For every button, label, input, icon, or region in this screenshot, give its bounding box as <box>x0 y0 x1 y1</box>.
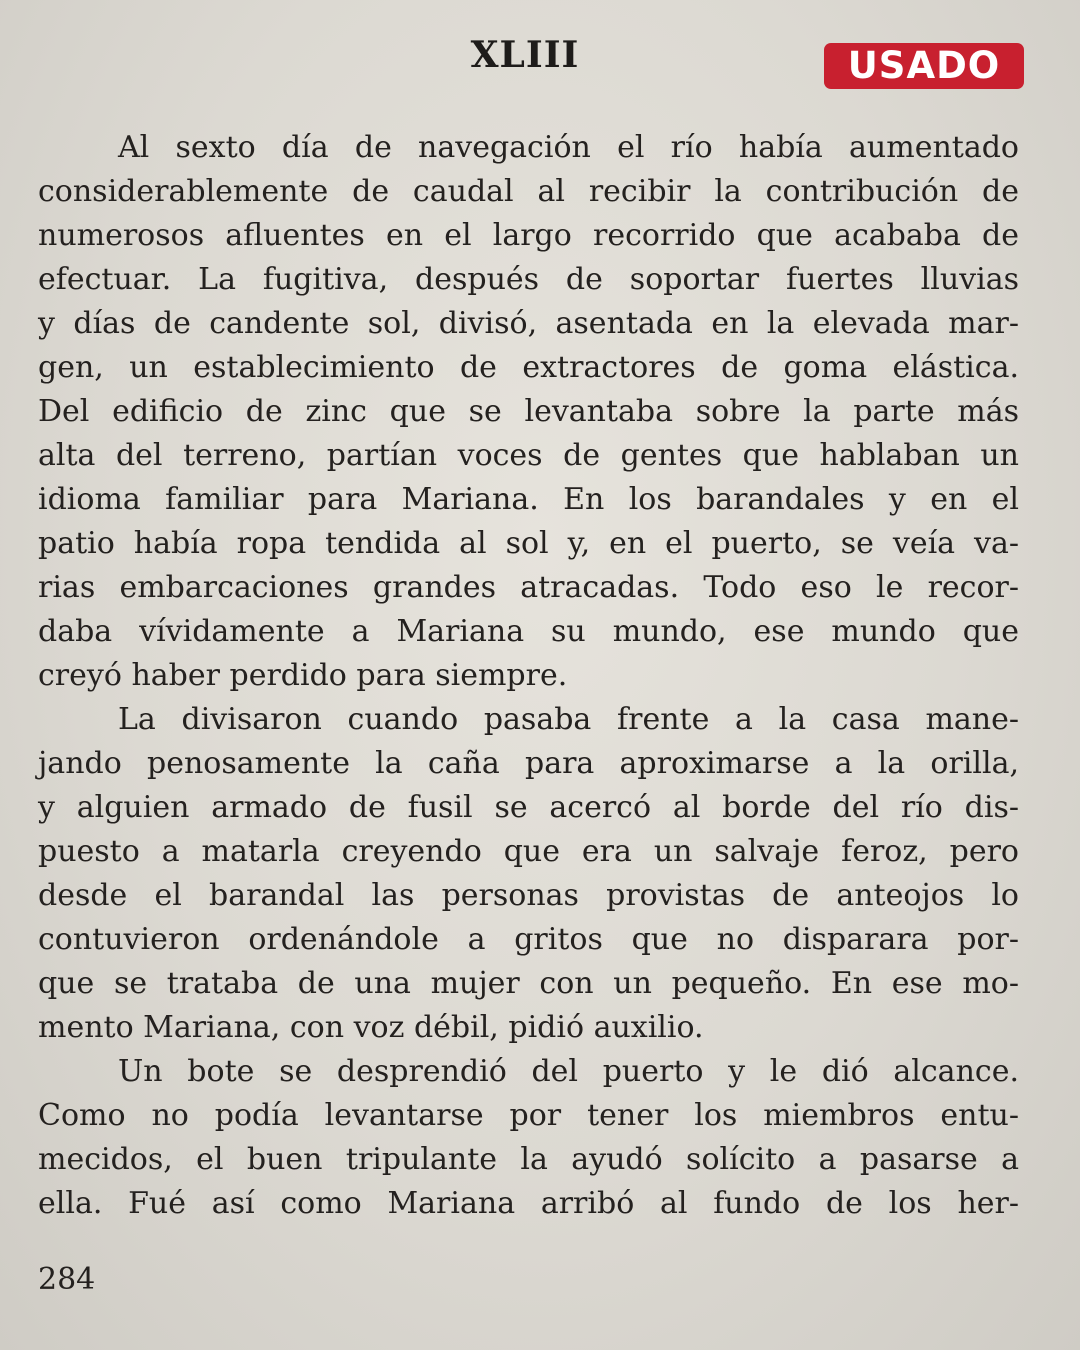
text-line: efectuar. La fugitiva, después de soportar fuertes lluvias <box>38 262 1019 297</box>
text-line: considerablemente de caudal al recibir la contribución de <box>38 174 1019 209</box>
used-badge: USADO <box>824 43 1024 89</box>
text-line: La divisaron cuando pasaba frente a la casa mane- <box>118 702 1019 737</box>
text-line: daba vívidamente a Mariana su mundo, ese mundo que <box>38 614 1019 649</box>
text-line: contuvieron ordenándole a gritos que no disparara por- <box>38 922 1019 957</box>
text-line: Al sexto día de navegación el río había aumentado <box>118 130 1019 165</box>
text-line: Como no podía levantarse por tener los miembros entu- <box>38 1098 1019 1133</box>
text-line: jando penosamente la caña para aproximarse a la orilla, <box>38 746 1019 781</box>
text-line: idioma familiar para Mariana. En los barandales y en el <box>38 482 1019 517</box>
text-line: mecidos, el buen tripulante la ayudó solícito a pasarse a <box>38 1142 1019 1177</box>
text-line: creyó haber perdido para siempre. <box>38 658 568 693</box>
text-line: y alguien armado de fusil se acercó al borde del río dis- <box>38 790 1019 825</box>
text-line: gen, un establecimiento de extractores de goma elástica. <box>38 350 1019 385</box>
text-line: Un bote se desprendió del puerto y le dió alcance. <box>118 1054 1019 1089</box>
page-number: 284 <box>38 1262 96 1297</box>
body-text <box>38 126 1019 1226</box>
text-line: que se trataba de una mujer con un pequeño. En ese mo- <box>38 966 1019 1001</box>
text-line: alta del terreno, partían voces de gentes que hablaban un <box>38 438 1019 473</box>
text-line: puesto a matarla creyendo que era un salvaje feroz, pero <box>38 834 1019 869</box>
text-line: patio había ropa tendida al sol y, en el puerto, se veía va- <box>38 526 1019 561</box>
text-line: mento Mariana, con voz débil, pidió auxilio. <box>38 1010 704 1045</box>
chapter-heading: XLIII <box>470 34 580 76</box>
text-line: ella. Fué así como Mariana arribó al fundo de los her- <box>38 1186 1019 1221</box>
text-line: rias embarcaciones grandes atracadas. Todo eso le recor- <box>38 570 1019 605</box>
text-line: numerosos afluentes en el largo recorrido que acababa de <box>38 218 1019 253</box>
text-line: Del edificio de zinc que se levantaba sobre la parte más <box>38 394 1019 429</box>
text-line: y días de candente sol, divisó, asentada en la elevada mar- <box>38 306 1019 341</box>
text-line: desde el barandal las personas provistas de anteojos lo <box>38 878 1019 913</box>
